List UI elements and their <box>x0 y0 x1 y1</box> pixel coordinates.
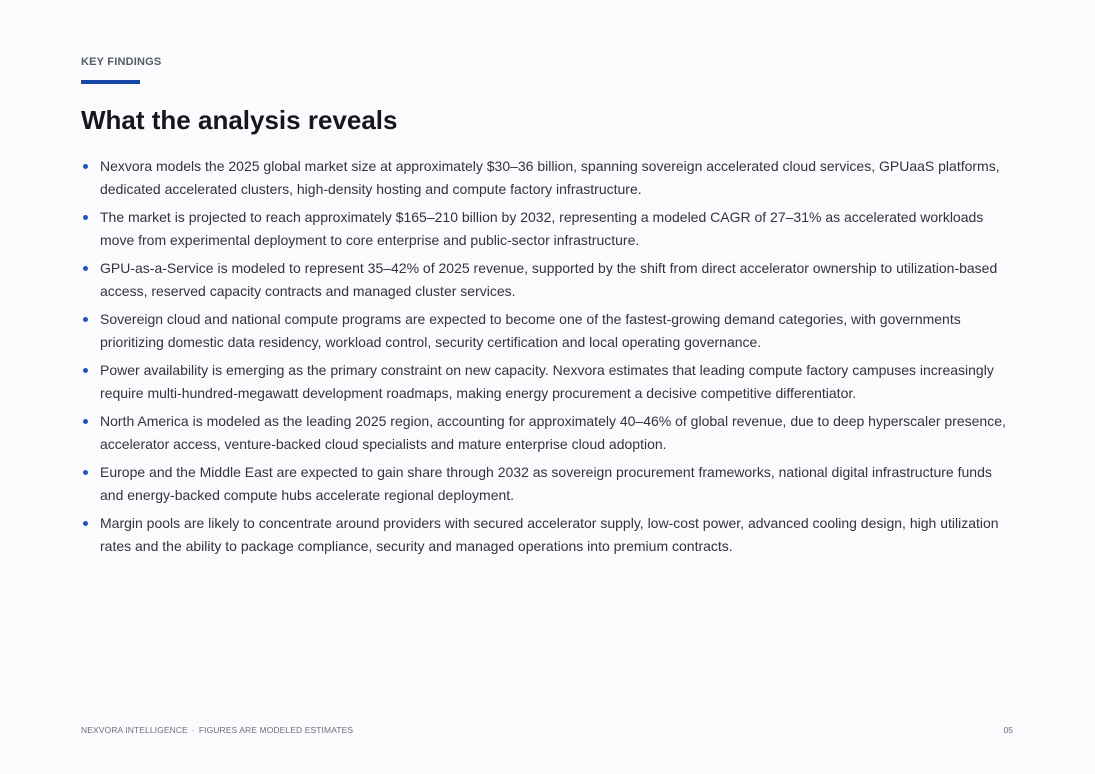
accent-rule <box>81 80 140 84</box>
bullet-icon <box>83 368 88 373</box>
bullet-icon <box>83 317 88 322</box>
finding-item <box>81 155 1006 200</box>
finding-text: Power availability is emerging as the primary constraint on new capacity. Nexvora estimates that leading compute factory campuses increasingly require multi-hundred-megawatt development roadmaps, making energy procurement a decisive competitive differentiator. <box>100 362 994 401</box>
bullet-icon <box>83 419 88 424</box>
bullet-icon <box>83 521 88 526</box>
footer-note: FIGURES ARE MODELED ESTIMATES <box>198 725 354 735</box>
footer-brand: NEXVORA INTELLIGENCE <box>81 725 188 735</box>
footer-separator: · <box>191 725 195 735</box>
section-eyebrow: KEY FINDINGS <box>81 56 162 68</box>
finding-item <box>81 257 1006 302</box>
bullet-icon <box>83 266 88 271</box>
finding-item <box>81 410 1006 455</box>
finding-item <box>81 308 1006 353</box>
bullet-icon <box>83 215 88 220</box>
findings-list <box>81 155 1006 563</box>
finding-item <box>81 206 1006 251</box>
finding-item <box>81 461 1006 506</box>
finding-text: The market is projected to reach approximately $165–210 billion by 2032, representing a modeled CAGR of 27–31% as accelerated workloads move from experimental deployment to core enterprise and public-sector infrastructure. <box>100 209 984 248</box>
finding-item <box>81 512 1006 557</box>
finding-text: North America is modeled as the leading 2025 region, accounting for approximately 40–46% of global revenue, due to deep hyperscaler presence, accelerator access, venture-backed cloud specialists and mature enterprise cloud adoption. <box>100 413 1006 452</box>
bullet-icon <box>83 164 88 169</box>
page-title: What the analysis reveals <box>81 105 398 135</box>
footer-source <box>81 725 353 735</box>
finding-text: GPU-as-a-Service is modeled to represent 35–42% of 2025 revenue, supported by the shift from direct accelerator ownership to utilization-based access, reserved capacity contracts and managed cluster services. <box>100 260 998 299</box>
finding-text: Sovereign cloud and national compute programs are expected to become one of the fastest-growing demand categories, with governments prioritizing domestic data residency, workload control, security certification and local operating governance. <box>100 311 961 350</box>
page-number: 05 <box>1003 725 1013 735</box>
finding-text: Nexvora models the 2025 global market size at approximately $30–36 billion, spanning sovereign accelerated cloud services, GPUaaS platforms, dedicated accelerated clusters, high-density hosting and compute factory infrastructure. <box>100 158 1000 197</box>
finding-item <box>81 359 1006 404</box>
finding-text: Europe and the Middle East are expected to gain share through 2032 as sovereign procurement frameworks, national digital infrastructure funds and energy-backed compute hubs accelerate regional deployment. <box>100 464 992 503</box>
bullet-icon <box>83 470 88 475</box>
finding-text: Margin pools are likely to concentrate around providers with secured accelerator supply, low-cost power, advanced cooling design, high utilization rates and the ability to package compliance, security and managed operations into premium contracts. <box>100 515 999 554</box>
